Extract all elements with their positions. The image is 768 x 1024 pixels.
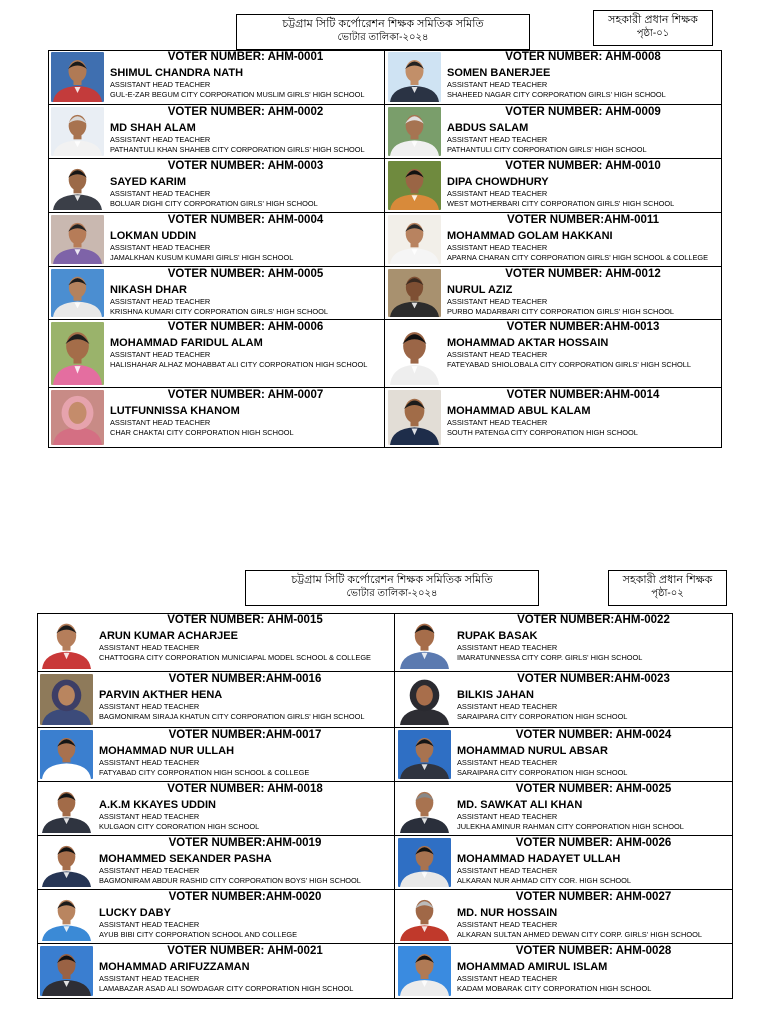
page-2-title-line1: চট্টগ্রাম সিটি কর্পোরেশন শিক্ষক সমিতিক সমিতি (291, 574, 493, 586)
voter-photo (398, 730, 451, 779)
voter-photo (51, 215, 104, 264)
voter-photo (40, 730, 93, 779)
voter-card (37, 836, 395, 890)
voter-number: VOTER NUMBER: AHM-0024 (515, 729, 672, 741)
voter-name: MOHAMMAD NURUL ABSAR (457, 745, 608, 757)
voter-photo (51, 322, 104, 385)
voter-school: JAMALKHAN KUSUM KUMARI GIRLS' HIGH SCHOOL (110, 253, 294, 262)
voter-name: SOMEN BANERJEE (447, 67, 551, 79)
voter-designation: ASSISTANT HEAD TEACHER (457, 920, 558, 929)
voter-number: VOTER NUMBER: AHM-0008 (505, 51, 661, 63)
voter-number: VOTER NUMBER:AHM-0017 (168, 729, 322, 741)
voter-school: GUL-E-ZAR BEGUM CITY CORPORATION MUSLIM GIRLS' HIGH SCHOOL (110, 90, 365, 99)
voter-name: MD. NUR HOSSAIN (457, 907, 558, 919)
voter-card (395, 836, 733, 890)
voter-info (447, 388, 719, 448)
voter-designation: ASSISTANT HEAD TEACHER (99, 758, 200, 767)
voter-name: ARUN KUMAR ACHARJEE (99, 630, 238, 642)
voter-card (395, 613, 733, 672)
voter-number: VOTER NUMBER:AHM-0020 (168, 891, 322, 903)
voter-designation: ASSISTANT HEAD TEACHER (110, 418, 211, 427)
page-1-title-line1: চট্টগ্রাম সিটি কর্পোরেশন শিক্ষক সমিতিক সমিতি (282, 18, 484, 30)
voter-number: VOTER NUMBER: AHM-0018 (167, 783, 323, 795)
voter-name: NURUL AZIZ (447, 284, 513, 296)
voter-info (110, 105, 381, 158)
voter-school: ALKARAN SULTAN AHMED DEWAN CITY CORP. GIRLS' HIGH SCHOOL (457, 930, 702, 939)
voter-card (395, 782, 733, 836)
voter-designation: ASSISTANT HEAD TEACHER (457, 758, 558, 767)
voter-name: MD. SAWKAT ALI KHAN (457, 799, 583, 811)
voter-info (457, 672, 730, 727)
voter-photo (40, 784, 93, 833)
voter-number: VOTER NUMBER: AHM-0028 (515, 945, 672, 957)
voter-info (457, 836, 730, 889)
voter-card (37, 728, 395, 782)
voter-info (99, 613, 391, 671)
voter-number: VOTER NUMBER: AHM-0003 (167, 160, 324, 172)
voter-designation: ASSISTANT HEAD TEACHER (110, 350, 211, 359)
voter-card (385, 320, 722, 388)
voter-name: SAYED KARIM (110, 176, 186, 188)
voter-school: CHATTOGRA CITY CORPORATION MUNICIAPAL MODEL SCHOOL & COLLEGE (99, 653, 371, 662)
voter-card (395, 890, 733, 944)
voter-school: ALKARAN NUR AHMAD CITY COR. HIGH SCHOOL (457, 876, 631, 885)
voter-designation: ASSISTANT HEAD TEACHER (447, 80, 548, 89)
voter-number: VOTER NUMBER: AHM-0012 (505, 268, 661, 280)
voter-name: LUCKY DABY (99, 907, 171, 919)
voter-card (37, 890, 395, 944)
voter-card (48, 320, 385, 388)
voter-info (447, 213, 719, 266)
voter-photo (40, 838, 93, 887)
voter-name: RUPAK BASAK (457, 630, 538, 642)
voter-name: BILKIS JAHAN (457, 689, 535, 701)
voter-school: KADAM MOBARAK CITY CORPORATION HIGH SCHOOL (457, 984, 652, 993)
voter-photo (51, 107, 104, 156)
voter-info (99, 672, 391, 727)
voter-photo (388, 215, 441, 264)
voter-school: PATHANTULI CITY CORPORATION GIRLS' HIGH SCHOOL (447, 145, 647, 154)
voter-designation: ASSISTANT HEAD TEACHER (99, 812, 200, 821)
voter-number: VOTER NUMBER: AHM-0001 (167, 51, 324, 63)
page-2-category-line1: সহকারী প্রধান শিক্ষক (622, 574, 713, 586)
voter-school: LAMABAZAR ASAD ALI SOWDAGAR CITY CORPORATION HIGH SCHOOL (99, 984, 354, 993)
voter-card (395, 728, 733, 782)
page-1-title-box (236, 14, 530, 50)
voter-info (99, 782, 391, 835)
voter-school: WEST MOTHERBARI CITY CORPORATION GIRLS' HIGH SCHOOL (447, 199, 675, 208)
voter-info (110, 159, 381, 212)
page-1-category-box (593, 10, 713, 46)
voter-info (99, 890, 391, 943)
voter-name: MOHAMMAD FARIDUL ALAM (110, 337, 263, 349)
voter-photo (398, 615, 451, 669)
voter-number: VOTER NUMBER: AHM-0006 (167, 321, 324, 333)
voter-name: DIPA CHOWDHURY (447, 176, 549, 188)
voter-designation: ASSISTANT HEAD TEACHER (457, 702, 558, 711)
voter-photo (40, 946, 93, 996)
voter-card (48, 388, 385, 448)
voter-info (457, 944, 730, 999)
voter-number: VOTER NUMBER:AHM-0011 (506, 214, 660, 226)
page-2-title-box (245, 570, 539, 606)
voter-info (99, 728, 391, 781)
voter-photo (51, 390, 104, 445)
voter-school: PATHANTULI KHAN SHAHEB CITY CORPORATION GIRLS' HIGH SCHOOL (110, 145, 365, 154)
voter-photo (51, 161, 104, 210)
page-1-title-line2: ভোটার তালিকা-২০২৪ (337, 32, 429, 43)
voter-card (385, 388, 722, 448)
voter-card (385, 159, 722, 213)
page-2-category-box (608, 570, 727, 606)
voter-card (385, 105, 722, 159)
voter-card (395, 672, 733, 728)
voter-photo (398, 892, 451, 941)
voter-info (110, 320, 381, 387)
voter-photo (40, 615, 93, 669)
voter-name: MOHAMMAD HADAYET ULLAH (457, 853, 621, 865)
voter-card (48, 50, 385, 105)
voter-number: VOTER NUMBER:AHM-0016 (168, 673, 322, 685)
voter-school: KRISHNA KUMARI CITY CORPORATION GIRLS' HIGH SCHOOL (110, 307, 328, 316)
voter-info (457, 890, 730, 943)
voter-school: KULGAON CITY CORORATION HIGH SCHOOL (99, 822, 260, 831)
voter-designation: ASSISTANT HEAD TEACHER (447, 418, 548, 427)
voter-school: IMARATUNNESSA CITY CORP. GIRLS' HIGH SCHOOL (457, 653, 643, 662)
voter-school: APARNA CHARAN CITY CORPORATION GIRLS' HIGH SCHOOL & COLLEGE (447, 253, 709, 262)
voter-designation: ASSISTANT HEAD TEACHER (99, 702, 200, 711)
voter-photo (398, 838, 451, 887)
voter-designation: ASSISTANT HEAD TEACHER (110, 243, 211, 252)
voter-name: SHIMUL CHANDRA NATH (110, 67, 244, 79)
voter-school: AYUB BIBI CITY CORPORATION SCHOOL AND COLLEGE (99, 930, 298, 939)
voter-card (37, 672, 395, 728)
voter-card (37, 944, 395, 999)
voter-designation: ASSISTANT HEAD TEACHER (99, 920, 200, 929)
page-1-page-number: পৃষ্ঠা-০১ (636, 28, 670, 39)
voter-name: MOHAMMAD AMIRUL ISLAM (457, 961, 608, 973)
voter-card (48, 159, 385, 213)
voter-school: SOUTH PATENGA CITY CORPORATION HIGH SCHOOL (447, 428, 638, 437)
voter-photo (388, 390, 441, 445)
voter-photo (40, 674, 93, 725)
voter-card (37, 613, 395, 672)
voter-name: MOHAMMAD ARIFUZZAMAN (99, 961, 250, 973)
voter-designation: ASSISTANT HEAD TEACHER (99, 643, 200, 652)
voter-designation: ASSISTANT HEAD TEACHER (110, 189, 211, 198)
voter-name: MOHAMMED SEKANDER PASHA (99, 853, 272, 865)
voter-photo (388, 107, 441, 156)
voter-name: MOHAMMAD NUR ULLAH (99, 745, 235, 757)
voter-designation: ASSISTANT HEAD TEACHER (110, 80, 211, 89)
voter-photo (398, 784, 451, 833)
voter-info (457, 782, 730, 835)
voter-info (99, 836, 391, 889)
voter-name: MOHAMMAD ABUL KALAM (447, 405, 591, 417)
voter-designation: ASSISTANT HEAD TEACHER (447, 350, 548, 359)
voter-number: VOTER NUMBER:AHM-0019 (168, 837, 322, 849)
voter-school: CHAR CHAKTAI CITY CORPORATION HIGH SCHOOL (110, 428, 294, 437)
voter-number: VOTER NUMBER: AHM-0010 (505, 160, 661, 172)
voter-info (447, 50, 719, 104)
voter-name: MD SHAH ALAM (110, 122, 196, 134)
voter-card (385, 267, 722, 320)
voter-designation: ASSISTANT HEAD TEACHER (457, 974, 558, 983)
voter-name: LUTFUNNISSA KHANOM (110, 405, 240, 417)
voter-number: VOTER NUMBER: AHM-0002 (167, 106, 324, 118)
voter-card (37, 782, 395, 836)
voter-number: VOTER NUMBER: AHM-0004 (167, 214, 324, 226)
voter-name: A.K.M KKAYES UDDIN (99, 799, 216, 811)
voter-info (447, 267, 719, 319)
page-2-title-line2: ভোটার তালিকা-২০২৪ (346, 588, 438, 599)
voter-info (457, 728, 730, 781)
voter-number: VOTER NUMBER:AHM-0023 (517, 673, 670, 685)
voter-name: LOKMAN UDDIN (110, 230, 197, 242)
voter-name: MOHAMMAD AKTAR HOSSAIN (447, 337, 609, 349)
voter-number: VOTER NUMBER:AHM-0014 (506, 389, 660, 401)
voter-designation: ASSISTANT HEAD TEACHER (457, 643, 558, 652)
voter-number: VOTER NUMBER:AHM-0013 (506, 321, 660, 333)
voter-number: VOTER NUMBER: AHM-0009 (505, 106, 661, 118)
voter-number: VOTER NUMBER:AHM-0022 (517, 614, 670, 626)
voter-school: HALISHAHAR ALHAZ MOHABBAT ALI CITY CORPORATION HIGH SCHOOL (110, 360, 368, 369)
voter-designation: ASSISTANT HEAD TEACHER (99, 974, 200, 983)
voter-info (447, 320, 719, 387)
voter-card (48, 105, 385, 159)
voter-photo (51, 269, 104, 317)
voter-photo (388, 161, 441, 210)
voter-info (110, 50, 381, 104)
voter-card (48, 267, 385, 320)
page-2-page-number: পৃষ্ঠা-০২ (651, 588, 684, 599)
voter-designation: ASSISTANT HEAD TEACHER (447, 243, 548, 252)
voter-info (110, 213, 381, 266)
voter-info (110, 388, 381, 448)
voter-designation: ASSISTANT HEAD TEACHER (110, 297, 211, 306)
voter-info (99, 944, 391, 999)
voter-number: VOTER NUMBER: AHM-0021 (167, 945, 323, 957)
voter-name: NIKASH DHAR (110, 284, 187, 296)
voter-number: VOTER NUMBER: AHM-0015 (167, 614, 323, 626)
voter-number: VOTER NUMBER: AHM-0025 (515, 783, 672, 795)
voter-info (457, 613, 730, 671)
voter-info (110, 267, 381, 319)
voter-photo (40, 892, 93, 941)
voter-card (395, 944, 733, 999)
voter-designation: ASSISTANT HEAD TEACHER (447, 135, 548, 144)
voter-name: MOHAMMAD GOLAM HAKKANI (447, 230, 613, 242)
voter-number: VOTER NUMBER: AHM-0027 (515, 891, 672, 903)
voter-card (48, 213, 385, 267)
voter-info (447, 105, 719, 158)
voter-photo (388, 269, 441, 317)
voter-school: BAGMONIRAM ABDUR RASHID CITY CORPORATION BOYS' HIGH SCHOOL (99, 876, 361, 885)
voter-designation: ASSISTANT HEAD TEACHER (457, 866, 558, 875)
voter-designation: ASSISTANT HEAD TEACHER (110, 135, 211, 144)
voter-photo (388, 322, 441, 385)
voter-school: SHAHEED NAGAR CITY CORPORATION GIRLS' HIGH SCHOOL (447, 90, 666, 99)
voter-school: PURBO MADARBARI CITY CORPORATION GIRLS' HIGH SCHOOL (447, 307, 674, 316)
voter-number: VOTER NUMBER: AHM-0005 (167, 268, 324, 280)
voter-number: VOTER NUMBER: AHM-0007 (167, 389, 324, 401)
voter-designation: ASSISTANT HEAD TEACHER (457, 812, 558, 821)
voter-school: SARAIPARA CITY CORPORATION HIGH SCHOOL (457, 768, 628, 777)
voter-name: PARVIN AKTHER HENA (99, 689, 223, 701)
voter-photo (398, 674, 451, 725)
voter-card (385, 50, 722, 105)
voter-designation: ASSISTANT HEAD TEACHER (447, 189, 548, 198)
voter-info (447, 159, 719, 212)
voter-name: ABDUS SALAM (447, 122, 529, 134)
voter-number: VOTER NUMBER: AHM-0026 (515, 837, 672, 849)
voter-designation: ASSISTANT HEAD TEACHER (99, 866, 200, 875)
voter-photo (388, 52, 441, 102)
voter-school: JULEKHA AMINUR RAHMAN CITY CORPORATION HIGH SCHOOL (457, 822, 684, 831)
voter-school: BOLUAR DIGHI CITY CORPORATION GIRLS' HIGH SCHOOL (110, 199, 318, 208)
voter-designation: ASSISTANT HEAD TEACHER (447, 297, 548, 306)
voter-school: SARAIPARA CITY CORPORATION HIGH SCHOOL (457, 712, 628, 721)
voter-school: FATYABAD CITY CORPORATION HIGH SCHOOL & COLLEGE (99, 768, 310, 777)
voter-school: BAGMONIRAM SIRAJA KHATUN CITY CORPORATION GIRLS' HIGH SCHOOL (99, 712, 365, 721)
voter-photo (51, 52, 104, 102)
voter-card (385, 213, 722, 267)
page-1-category-line1: সহকারী প্রধান শিক্ষক (608, 14, 698, 26)
voter-photo (398, 946, 451, 996)
voter-school: FATEYABAD SHIOLOBALA CITY CORPORATION GIRLS' HIGH SCHOLL (447, 360, 691, 369)
